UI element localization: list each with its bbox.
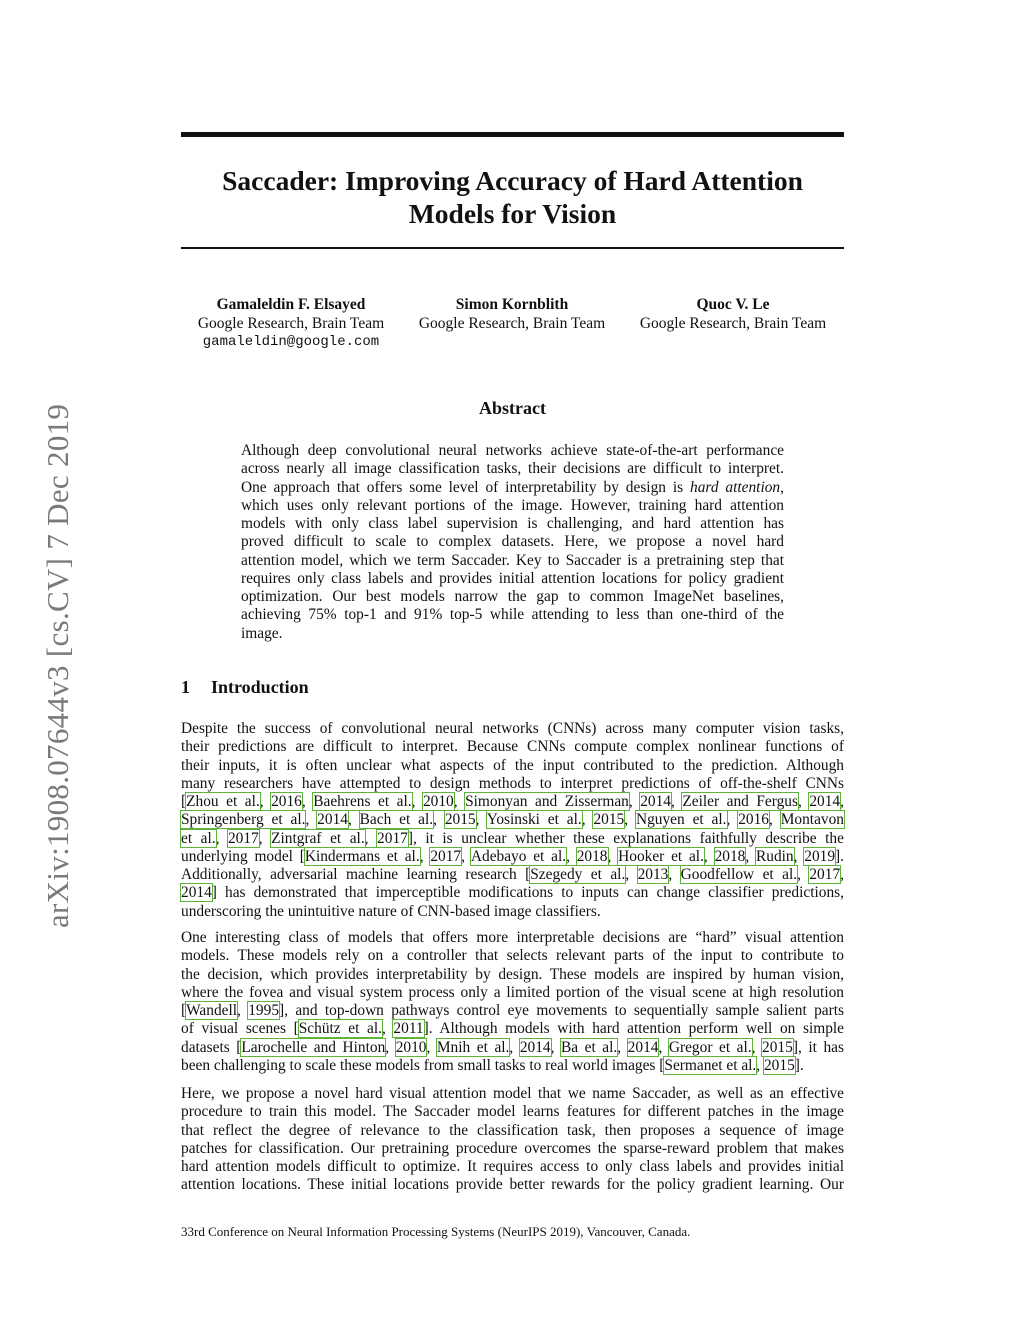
abstract-body xyxy=(241,442,784,643)
text-run: , xyxy=(364,829,378,847)
text-run: , xyxy=(381,1020,394,1038)
text-line xyxy=(241,588,784,606)
citation-link[interactable]: Zintgraf et al. xyxy=(271,829,365,847)
text-line xyxy=(181,1122,844,1140)
citation-link[interactable]: Wandell xyxy=(186,1002,238,1019)
text-run: Here, we propose a novel hard visual attention model that we name Saccader, as well as an effective xyxy=(181,1085,844,1102)
conference-footnote: 33rd Conference on Neural Information Processing Systems (NeurIPS 2019), Vancouver, Canada. xyxy=(181,1224,691,1239)
text-run: , xyxy=(426,1038,437,1056)
author-affiliation: Google Research, Brain Team xyxy=(639,314,827,332)
text-run: , xyxy=(433,811,445,829)
text-line xyxy=(181,1158,844,1176)
text-line xyxy=(181,1176,844,1194)
citation-link[interactable]: Simonyan and Zisserman xyxy=(465,793,629,810)
citation-link[interactable]: Nguyen et al. xyxy=(635,811,727,829)
text-run: that reflect the degree of relevance to the classification task, then proposes a sequence of image xyxy=(181,1121,844,1139)
text-run: Despite the success of convolutional neural networks (CNNs) across many computer vision tasks, xyxy=(181,720,844,737)
text-run: attention model, which we term Saccader. Key to Saccader is a pretraining step that xyxy=(241,551,784,569)
text-run: , xyxy=(793,847,805,865)
citation-link[interactable]: 2017 xyxy=(809,866,841,883)
text-line xyxy=(181,1020,844,1038)
citation-link[interactable]: Schütz et al. xyxy=(298,1020,382,1038)
citation-link[interactable]: 2011 xyxy=(393,1020,424,1038)
text-run: of visual scenes [ xyxy=(181,1020,299,1038)
citation-link[interactable]: Springenberg et al. xyxy=(181,811,306,829)
paper-title xyxy=(181,164,844,230)
text-run: ] has demonstrated that imperceptible modifications to inputs can change classifier predictions, xyxy=(211,884,844,902)
text-run: , xyxy=(797,793,810,810)
text-run: Although deep convolutional neural networks achieve state-of-the-art performance xyxy=(241,442,784,459)
text-run: , xyxy=(625,866,638,883)
arxiv-identifier: arXiv:1908.07644v3 [cs.CV] 7 Dec 2019 xyxy=(40,403,75,928)
citation-link[interactable]: 2016 xyxy=(271,793,302,810)
text-run: datasets [ xyxy=(181,1038,242,1056)
citation-link[interactable]: 2015 xyxy=(444,811,476,829)
emphasis-text: hard attention xyxy=(690,478,781,496)
citation-link[interactable]: Szegedy et al. xyxy=(530,866,626,883)
text-run: underlying model [ xyxy=(181,847,305,865)
author-name: Gamaleldin F. Elsayed xyxy=(216,296,366,313)
text-run: , xyxy=(258,829,272,847)
text-run: their predictions are difficult to interpret. Because CNNs compute complex nonlinear functions of xyxy=(181,738,844,756)
section-number: 1 xyxy=(181,677,190,697)
text-run: [ xyxy=(181,1002,187,1019)
text-run: , xyxy=(840,866,844,883)
citation-link[interactable]: Rudin xyxy=(755,847,794,865)
citation-link[interactable]: et al. xyxy=(181,829,216,847)
text-run: the decision, which provides interpretability by design. These models are inspired by human vision, xyxy=(181,965,844,983)
citation-link[interactable]: 2016 xyxy=(738,811,769,829)
text-line xyxy=(241,570,784,588)
text-run: , xyxy=(797,866,810,883)
citation-link[interactable]: 2017 xyxy=(430,847,462,865)
text-run: , xyxy=(617,1038,628,1056)
intro-paragraph xyxy=(181,1085,844,1195)
text-run: which uses only relevant portions of the image. However, training hard attention xyxy=(241,496,784,514)
text-run: requires only class labels and provides initial attention locations for policy gradient xyxy=(241,569,784,587)
text-line xyxy=(181,966,844,984)
text-run: , xyxy=(301,793,314,810)
text-run: ]. xyxy=(794,1056,804,1074)
text-run: One approach that offers some level of interpretability by design is xyxy=(241,478,691,496)
text-run: , xyxy=(237,1002,249,1019)
text-run: hard attention models difficult to optimize. It requires access to only class labels and provides initial xyxy=(181,1158,844,1175)
text-run: , xyxy=(385,1038,396,1056)
citation-link[interactable]: 2018 xyxy=(714,847,746,865)
citation-link[interactable]: Zhou et al. xyxy=(186,793,260,810)
section-title: Introduction xyxy=(211,677,309,697)
text-run: , xyxy=(566,847,577,865)
text-line xyxy=(181,848,844,866)
text-run: their inputs, it is often unclear what aspects of the input contributed to the prediction. Although xyxy=(181,756,844,774)
text-line xyxy=(181,1140,844,1158)
text-run: , xyxy=(756,1056,764,1074)
text-line xyxy=(181,811,844,829)
text-line xyxy=(181,793,844,811)
text-run: , xyxy=(259,793,272,810)
text-run: , xyxy=(751,1038,763,1056)
author-email[interactable]: gamaleldin@google.com xyxy=(202,334,380,350)
text-line xyxy=(181,1002,844,1020)
author-name: Simon Kornblith xyxy=(455,296,569,313)
text-run: , xyxy=(461,847,471,865)
citation-link[interactable]: 2015 xyxy=(763,1056,795,1074)
text-run: , xyxy=(215,829,228,847)
citation-link[interactable]: Bach et al. xyxy=(359,811,434,829)
citation-link[interactable]: Zeiler and Fergus xyxy=(682,793,798,810)
text-line xyxy=(241,533,784,551)
text-line xyxy=(181,929,844,947)
citation-link[interactable]: Gregor et al. xyxy=(668,1038,752,1056)
text-run: , xyxy=(840,793,844,810)
citation-link[interactable]: Baehrens et al. xyxy=(313,793,412,810)
citation-link[interactable]: 1995 xyxy=(248,1002,280,1019)
author-affiliation: Google Research, Brain Team xyxy=(197,314,385,332)
author-name: Quoc V. Le xyxy=(696,296,770,313)
text-run: , xyxy=(550,1038,561,1056)
text-run: procedure to train this model. The Saccader model learns features for different patches in the image xyxy=(181,1103,844,1121)
author-block xyxy=(181,296,401,352)
author-block xyxy=(623,296,843,333)
citation-link[interactable]: Goodfellow et al. xyxy=(680,866,798,883)
citation-link[interactable]: Montavon xyxy=(780,811,844,829)
text-run: image. xyxy=(241,624,283,642)
text-line xyxy=(181,903,844,921)
text-run: , xyxy=(475,811,487,829)
text-run: across nearly all image classification tasks, their decisions are difficult to interpret. xyxy=(241,460,784,478)
text-run: , xyxy=(780,478,784,496)
citation-link[interactable]: 2014 xyxy=(809,793,841,810)
text-line xyxy=(181,884,844,902)
top-rule xyxy=(181,132,844,137)
citation-link[interactable]: Mnih et al. xyxy=(436,1038,510,1056)
text-run: , xyxy=(305,811,318,829)
text-run: models with only class label supervision is challenging, and hard attention has xyxy=(241,515,784,532)
text-run: ], and top-down pathways control eye movements to sequentially sample salient parts xyxy=(279,1002,844,1019)
text-line xyxy=(241,625,784,643)
citation-link[interactable]: 2017 xyxy=(377,829,408,847)
text-line xyxy=(181,757,844,775)
text-run: , xyxy=(703,847,715,865)
citation-link[interactable]: Hooker et al. xyxy=(618,847,704,865)
text-run: [ xyxy=(181,793,187,810)
text-line xyxy=(181,738,844,756)
text-run: patches for classification. Our pretraining procedure overcomes the sparse-reward problem that makes xyxy=(181,1139,844,1157)
text-run: , xyxy=(624,811,636,829)
title-bottom-rule xyxy=(181,247,844,249)
text-run: , xyxy=(453,793,466,810)
text-run: ]. Although models with hard attention perform well on simple xyxy=(423,1020,844,1038)
text-run: , xyxy=(607,847,619,865)
text-run: , xyxy=(769,811,781,829)
text-run: attention locations. These initial locations provide better rewards for the policy gradient learning. Our xyxy=(181,1176,844,1194)
text-line xyxy=(181,1085,844,1103)
text-run: optimization. Our best models narrow the gap to common ImageNet baselines, xyxy=(241,588,784,605)
citation-link[interactable]: 2018 xyxy=(576,847,608,865)
text-line xyxy=(241,552,784,570)
text-line xyxy=(241,606,784,624)
text-run: many researchers have attempted to design methods to interpret predictions of off-the-shelf CNNs xyxy=(181,774,844,792)
author-affiliation: Google Research, Brain Team xyxy=(418,314,606,332)
text-run: , xyxy=(668,866,681,883)
citation-link[interactable]: 2014 xyxy=(640,793,671,810)
citation-link[interactable]: 2014 xyxy=(627,1038,659,1056)
text-run: , xyxy=(726,811,739,829)
text-run: , xyxy=(509,1038,520,1056)
title-line: Models for Vision xyxy=(408,198,617,229)
citation-link[interactable]: 2014 xyxy=(519,1038,551,1056)
citation-link[interactable]: 2017 xyxy=(227,829,259,847)
text-run: ], it is unclear whether these explanations faithfully describe the xyxy=(407,829,844,847)
citation-link[interactable]: 2013 xyxy=(637,866,669,883)
citation-link[interactable]: 2015 xyxy=(762,1038,793,1056)
intro-paragraph xyxy=(181,720,844,921)
text-run: where the fovea and visual system process only a limited portion of the visual scene at high resolution xyxy=(181,983,844,1001)
title-line: Saccader: Improving Accuracy of Hard Attention xyxy=(222,165,803,196)
text-line xyxy=(181,830,844,848)
text-line xyxy=(181,1103,844,1121)
citation-link[interactable]: 2014 xyxy=(317,811,348,829)
citation-link[interactable]: Sermanet et al. xyxy=(664,1056,757,1074)
text-run: achieving 75% top-1 and 91% top-5 while attending to less than one-third of the xyxy=(241,606,784,624)
text-line xyxy=(241,479,784,497)
text-line xyxy=(241,515,784,533)
citation-link[interactable]: Larochelle and Hinton xyxy=(241,1038,386,1056)
text-run: , xyxy=(745,847,756,865)
text-line xyxy=(241,497,784,515)
text-line xyxy=(241,460,784,478)
text-line xyxy=(181,947,844,965)
text-line xyxy=(181,1057,844,1075)
text-run: , xyxy=(658,1038,669,1056)
citation-link[interactable]: 2015 xyxy=(593,811,625,829)
citation-link[interactable]: 2010 xyxy=(422,793,454,810)
text-run: , xyxy=(671,793,683,810)
text-run: , xyxy=(581,811,594,829)
text-run: One interesting class of models that offers more interpretable decisions are “hard” visual attention xyxy=(181,929,844,946)
text-run: models. These models rely on a controller that selects relevant parts of the input to contribute to xyxy=(181,947,844,965)
text-line xyxy=(181,1039,844,1057)
citation-link[interactable]: 2010 xyxy=(395,1038,427,1056)
text-run: ], it has xyxy=(792,1038,844,1056)
text-run: ]. xyxy=(835,847,845,865)
text-line xyxy=(181,984,844,1002)
citation-link[interactable]: Ba et al. xyxy=(561,1038,618,1056)
text-line xyxy=(181,720,844,738)
citation-link[interactable]: Kindermans et al. xyxy=(304,847,420,865)
text-run: been challenging to scale these models from small tasks to real world images [ xyxy=(181,1056,665,1074)
author-block xyxy=(402,296,622,333)
intro-paragraph xyxy=(181,929,844,1075)
citation-link[interactable]: 2014 xyxy=(181,884,212,902)
section-heading xyxy=(181,677,309,698)
text-run: proved difficult to scale to complex datasets. Here, we propose a novel hard xyxy=(241,533,784,551)
text-run: , xyxy=(411,793,423,810)
citation-link[interactable]: Adebayo et al. xyxy=(470,847,567,865)
text-line xyxy=(181,775,844,793)
text-run: Additionally, adversarial machine learning research [ xyxy=(181,866,531,883)
abstract-heading: Abstract xyxy=(479,398,546,418)
text-line xyxy=(181,866,844,884)
citation-link[interactable]: 2019 xyxy=(804,847,836,865)
text-run: , xyxy=(347,811,360,829)
text-run: , xyxy=(419,847,431,865)
text-line xyxy=(241,442,784,460)
text-run: underscoring the unintuitive nature of CNN-based image classifiers. xyxy=(181,902,601,920)
citation-link[interactable]: Yosinski et al. xyxy=(486,811,582,829)
text-run: , xyxy=(628,793,641,810)
